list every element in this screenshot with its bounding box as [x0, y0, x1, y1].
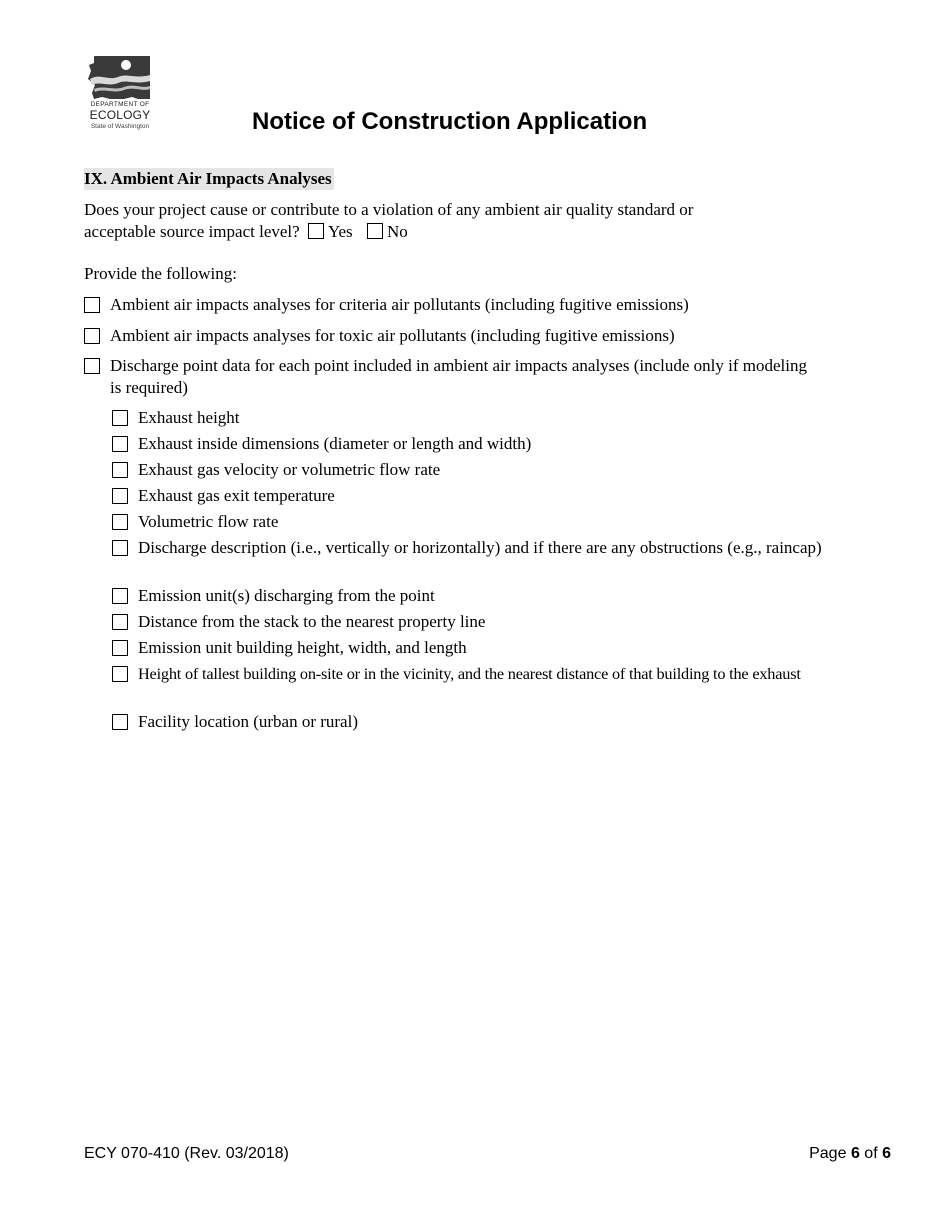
criteria-pollutants-checkbox[interactable]	[84, 297, 100, 313]
sub-list-item-label: Height of tallest building on-site or in the vicinity, and the nearest distance of that building to the exhaust	[138, 664, 801, 683]
no-label: No	[386, 222, 408, 241]
sub-list-item-label: Emission unit(s) discharging from the point	[138, 586, 435, 605]
document-title: Notice of Construction Application	[252, 108, 648, 135]
exhaust-velocity-checkbox[interactable]	[112, 462, 128, 478]
form-id: ECY 070-410 (Rev. 03/2018)	[84, 1145, 289, 1162]
page-current: 6	[850, 1145, 860, 1162]
sub-list-item-label: Exhaust inside dimensions (diameter or length and width)	[138, 434, 532, 453]
sub-list-item-label: Volumetric flow rate	[138, 512, 279, 531]
sub-list-item-label: Exhaust gas exit temperature	[138, 486, 335, 505]
exhaust-temperature-checkbox[interactable]	[112, 488, 128, 504]
emission-unit-checkbox[interactable]	[112, 588, 128, 604]
ecology-logo	[86, 55, 156, 135]
yes-label: Yes	[327, 222, 353, 241]
page-total: 6	[882, 1145, 891, 1162]
list-item-label: Discharge point data for each point included in ambient air impacts analyses (include only if modeling is required)	[110, 356, 807, 397]
sub-list-item-label: Exhaust gas velocity or volumetric flow rate	[138, 460, 441, 479]
facility-location-checkbox[interactable]	[112, 714, 128, 730]
question-line2: acceptable source impact level?	[84, 222, 300, 241]
yes-checkbox[interactable]	[308, 223, 324, 239]
property-line-distance-checkbox[interactable]	[112, 614, 128, 630]
page-of: of	[864, 1145, 878, 1162]
toxic-pollutants-checkbox[interactable]	[84, 328, 100, 344]
sub-list-item-label: Distance from the stack to the nearest property line	[138, 612, 486, 631]
provide-label: Provide the following:	[84, 264, 237, 283]
exhaust-height-checkbox[interactable]	[112, 410, 128, 426]
sub-list-item-label: Exhaust height	[138, 408, 240, 427]
tallest-building-checkbox[interactable]	[112, 666, 128, 682]
logo-state-text: State of Washington	[90, 123, 150, 130]
exhaust-dimensions-checkbox[interactable]	[112, 436, 128, 452]
page-prefix: Page	[809, 1145, 847, 1162]
list-item-label: Ambient air impacts analyses for criteria air pollutants (including fugitive emissions)	[110, 295, 689, 314]
no-checkbox[interactable]	[367, 223, 383, 239]
logo-department-text: DEPARTMENT OF	[90, 101, 150, 108]
question-line1: Does your project cause or contribute to a violation of any ambient air quality standard or	[84, 200, 694, 219]
sub-list-item-label: Facility location (urban or rural)	[138, 712, 358, 731]
sub-list-item-label: Emission unit building height, width, and length	[138, 638, 467, 657]
ambient-air-question	[84, 199, 844, 243]
sub-list-item-label: Discharge description (i.e., vertically or horizontally) and if there are any obstructions (e.g., raincap)	[138, 538, 822, 557]
discharge-description-checkbox[interactable]	[112, 540, 128, 556]
building-dimensions-checkbox[interactable]	[112, 640, 128, 656]
discharge-point-data-checkbox[interactable]	[84, 358, 100, 374]
volumetric-flow-checkbox[interactable]	[112, 514, 128, 530]
list-item-label: Ambient air impacts analyses for toxic air pollutants (including fugitive emissions)	[110, 326, 675, 345]
section-heading: IX. Ambient Air Impacts Analyses	[84, 169, 332, 188]
washington-state-icon	[86, 55, 154, 101]
logo-ecology-text: ECOLOGY	[89, 108, 151, 122]
page-number	[809, 1145, 891, 1163]
